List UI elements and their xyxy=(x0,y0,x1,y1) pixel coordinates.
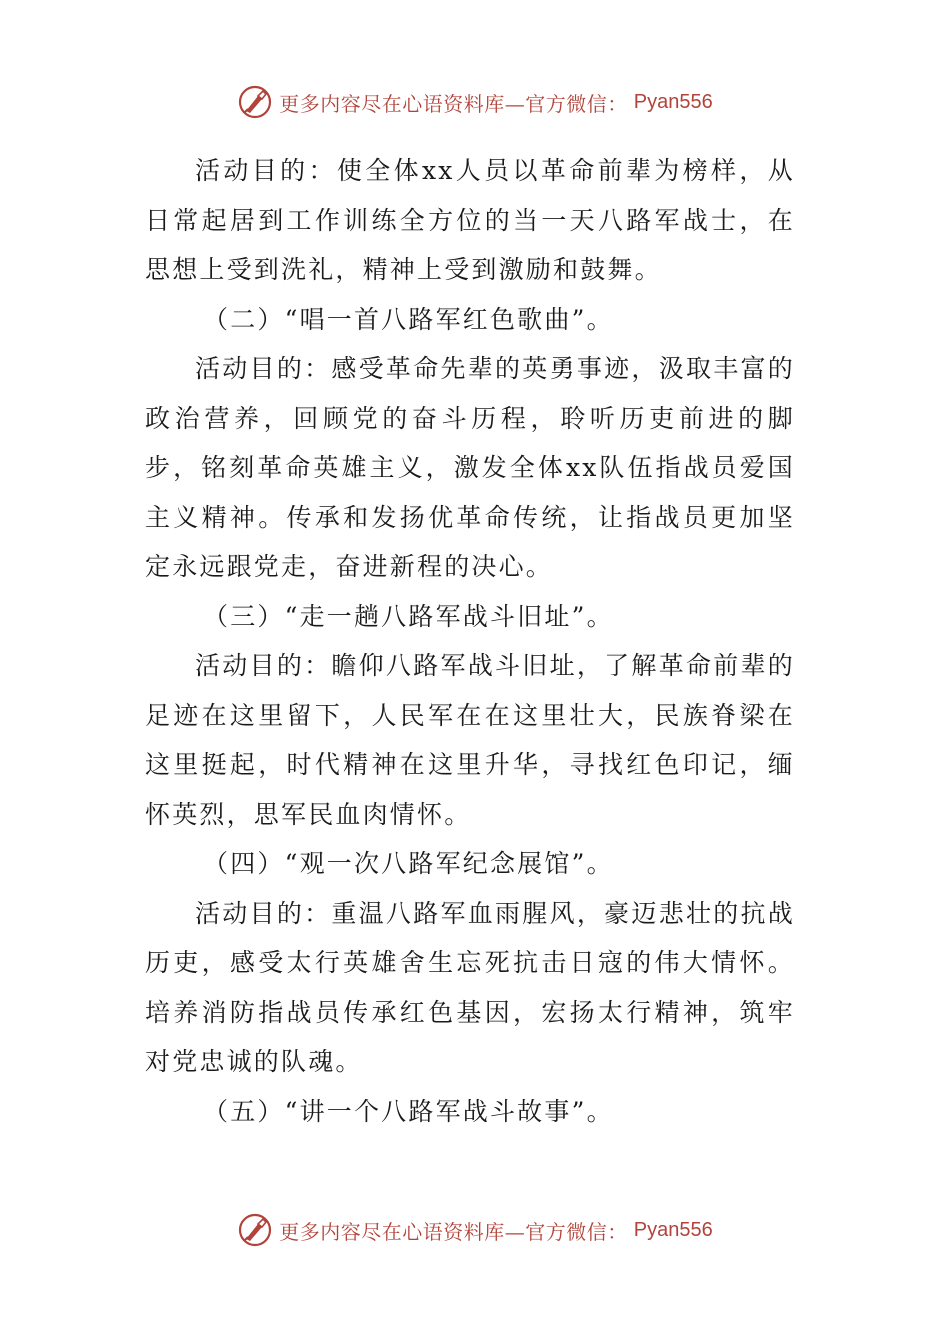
section-heading-2: （二）“唱一首八路军红色歌曲”。 xyxy=(203,304,614,334)
header-banner xyxy=(0,82,950,122)
paragraph-activity-purpose-2: 活动目的：感受革命先辈的英勇事迹，汲取丰富的政治营养，回顾党的奋斗历程，聆听历吏前进的脚步，铭刻革命英雄主义，激发全体xx队伍指战员爱国主义精神。传承和发扬优革命传统，让指战员更加坚定永远跟党走，奋进新程的决心。 xyxy=(145,354,795,581)
section-heading-3: （三）“走一趟八路军战斗旧址”。 xyxy=(203,601,614,631)
banner-text: 更多内容尽在心语资料库—官方微信： xyxy=(279,1219,628,1244)
section-heading-4: （四）“观一次八路军纪念展馆”。 xyxy=(203,849,614,878)
footer-banner xyxy=(0,1210,950,1250)
pen-nib-logo-icon xyxy=(237,1212,273,1248)
document-body xyxy=(145,146,795,1136)
wechat-id: Pyan556 xyxy=(633,1218,713,1241)
wechat-id: Pyan556 xyxy=(633,90,713,113)
banner-text: 更多内容尽在心语资料库—官方微信： xyxy=(279,91,628,116)
paragraph-activity-purpose-1: 活动目的：使全体xx人员以革命前辈为榜样，从日常起居到工作训练全方位的当一天八路军战士，在思想上受到洗礼，精神上受到激励和鼓舞。 xyxy=(145,156,795,284)
paragraph-activity-purpose-3: 活动目的：瞻仰八路军战斗旧址，了解革命前辈的足迹在这里留下，人民军在在这里壮大，民族脊梁在这里挺起，时代精神在这里升华，寻找红色印记，缅怀英烈，思军民血肉情怀。 xyxy=(145,651,795,829)
pen-nib-logo-icon xyxy=(237,84,273,120)
section-heading-5: （五）“讲一个八路军战斗故事”。 xyxy=(203,1096,614,1126)
paragraph-activity-purpose-4: 活动目的：重温八路军血雨腥风，豪迈悲壮的抗战历吏，感受太行英雄舍生忘死抗击日寇的伟大情怀。培养消防指战员传承红色基因，宏扬太行精神，筑牢对党忠诚的队魂。 xyxy=(145,898,795,1076)
